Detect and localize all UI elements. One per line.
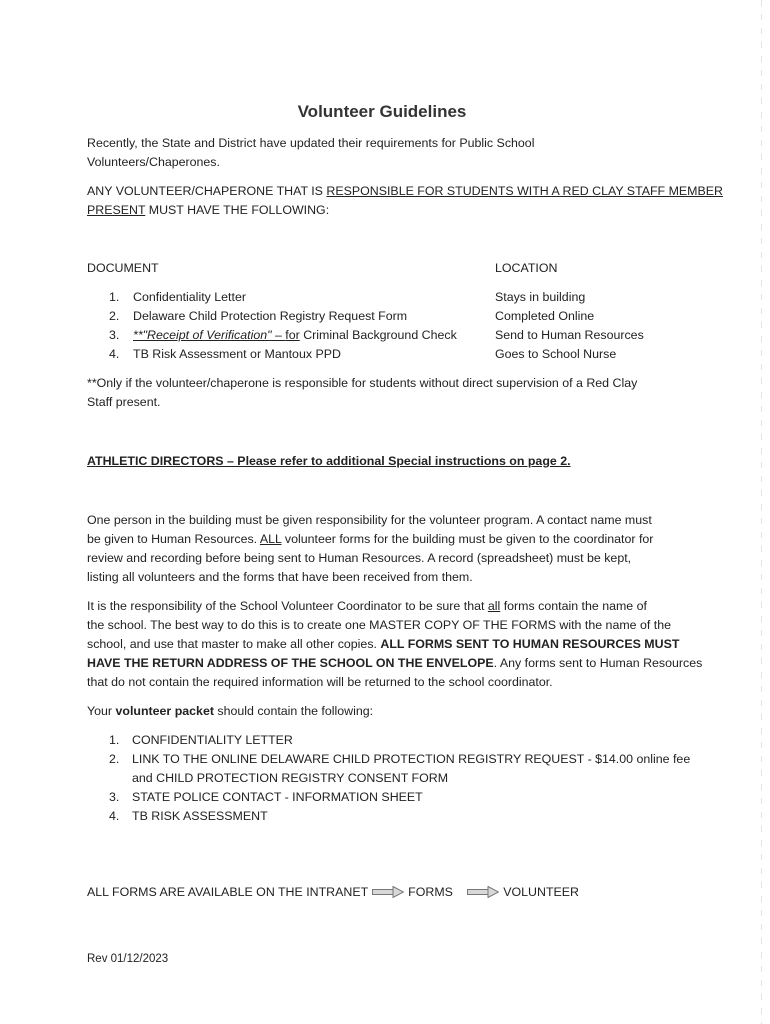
- packet-post: should contain the following:: [213, 704, 374, 718]
- item-number: 3.: [109, 790, 120, 804]
- receipt-of-verification: **"Receipt of Verification": [133, 328, 272, 342]
- intro-line-1: Recently, the State and District have updated their requirements for Public School: [87, 136, 535, 150]
- item-number: 4.: [109, 809, 120, 823]
- location-value: Completed Online: [495, 309, 595, 323]
- para1-line-3: review and recording before being sent to Human Resources. A record (spreadsheet) must be kept,: [87, 551, 632, 565]
- para2-line-5: that do not contain the required information will be returned to the school coordinator.: [87, 675, 553, 689]
- para1-line-2: [87, 530, 653, 548]
- note-line-1: **Only if the volunteer/chaperone is responsible for students without direct supervision of a Red Clay: [87, 376, 638, 390]
- for-word: for: [285, 328, 300, 342]
- location-list: [495, 288, 644, 364]
- para2-bold-1: ALL FORMS SENT TO HUMAN RESOURCES MUST: [380, 637, 680, 651]
- para2-line-1: [87, 597, 647, 615]
- location-value: Stays in building: [495, 290, 586, 304]
- packet-item-text: STATE POLICE CONTACT - INFORMATION SHEET: [132, 790, 423, 804]
- right-arrow-icon: [467, 886, 499, 898]
- packet-item: [109, 750, 690, 769]
- para1-line-2-post: volunteer forms for the building must be given to the coordinator for: [281, 532, 654, 546]
- column-header-location: LOCATION: [495, 261, 558, 275]
- para2-line-2: the school. The best way to do this is to create one MASTER COPY OF THE FORMS with the name of the: [87, 618, 671, 632]
- document-item: [109, 307, 457, 326]
- packet-item-text: CONFIDENTIALITY LETTER: [132, 733, 293, 747]
- requirement-underlined-1: RESPONSIBLE FOR STUDENTS WITH A RED CLAY STAFF MEMBER: [326, 184, 723, 198]
- packet-list: [109, 731, 690, 826]
- athletic-directors-note: ATHLETIC DIRECTORS – Please refer to additional Special instructions on page 2.: [87, 454, 571, 468]
- intranet-path-part-2: FORMS: [408, 885, 453, 899]
- document-item: [109, 326, 457, 345]
- para1-line-4: listing all volunteers and the forms that have been received from them.: [87, 570, 473, 584]
- item-number: 2.: [109, 309, 120, 323]
- note-line-2: Staff present.: [87, 395, 161, 409]
- packet-item-text: TB RISK ASSESSMENT: [132, 809, 268, 823]
- item-number: 3.: [109, 328, 120, 342]
- item-number: 4.: [109, 347, 120, 361]
- para2-line-1-pre: It is the responsibility of the School Volunteer Coordinator to be sure that: [87, 599, 488, 613]
- para2-line-1-post: forms contain the name of: [500, 599, 647, 613]
- page-title: Volunteer Guidelines: [297, 102, 467, 121]
- requirement-line-2: [87, 201, 329, 219]
- location-value: Goes to School Nurse: [495, 347, 617, 361]
- para1-line-2-pre: be given to Human Resources.: [87, 532, 260, 546]
- item-number: 2.: [109, 752, 120, 766]
- intranet-path: [87, 883, 579, 901]
- document-name: Confidentiality Letter: [133, 290, 246, 304]
- location-value: Send to Human Resources: [495, 328, 644, 342]
- requirement-line-1: [87, 182, 723, 200]
- para2-line-4: [87, 654, 702, 672]
- intranet-path-part-3: VOLUNTEER: [503, 885, 579, 899]
- document-item: [109, 288, 457, 307]
- document-name: TB Risk Assessment or Mantoux PPD: [133, 347, 341, 361]
- packet-item: [109, 731, 690, 750]
- requirement-post: MUST HAVE THE FOLLOWING:: [145, 203, 330, 217]
- packet-item-text-2: and CHILD PROTECTION REGISTRY CONSENT FORM: [132, 771, 449, 785]
- packet-intro: [87, 702, 373, 720]
- document-name-rest: Criminal Background Check: [299, 328, 457, 342]
- para2-line-4-post: . Any forms sent to Human Resources: [493, 656, 703, 670]
- intro-line-2: Volunteers/Chaperones.: [87, 155, 220, 169]
- dash: –: [271, 328, 286, 342]
- scan-edge: [761, 0, 762, 1024]
- packet-item: [109, 788, 690, 807]
- packet-pre: Your: [87, 704, 116, 718]
- document-item: [109, 345, 457, 364]
- para2-line-3: [87, 635, 679, 653]
- para2-all-underlined: all: [487, 599, 501, 613]
- requirement-underlined-2: PRESENT: [87, 203, 146, 217]
- item-number: 1.: [109, 733, 120, 747]
- para1-all-underlined: ALL: [259, 532, 282, 546]
- para2-bold-2: HAVE THE RETURN ADDRESS OF THE SCHOOL ON THE ENVELOPE: [87, 656, 494, 670]
- para2-line-3-pre: school, and use that master to make all other copies.: [87, 637, 381, 651]
- requirement-pre: ANY VOLUNTEER/CHAPERONE THAT IS: [87, 184, 327, 198]
- column-header-document: DOCUMENT: [87, 261, 159, 275]
- packet-item-text: LINK TO THE ONLINE DELAWARE CHILD PROTECTION REGISTRY REQUEST - $14.00 online fee: [132, 752, 691, 766]
- para1-line-1: One person in the building must be given responsibility for the volunteer program. A contact name must: [87, 513, 652, 527]
- document-name: Delaware Child Protection Registry Request Form: [133, 309, 408, 323]
- packet-item-continued: [109, 769, 690, 788]
- item-number: 1.: [109, 290, 120, 304]
- revision-date: Rev 01/12/2023: [87, 953, 169, 965]
- right-arrow-icon: [372, 886, 404, 898]
- packet-bold: volunteer packet: [115, 704, 214, 718]
- document-list: [109, 288, 457, 364]
- packet-item: [109, 807, 690, 826]
- intranet-path-part-1: ALL FORMS ARE AVAILABLE ON THE INTRANET: [87, 885, 369, 899]
